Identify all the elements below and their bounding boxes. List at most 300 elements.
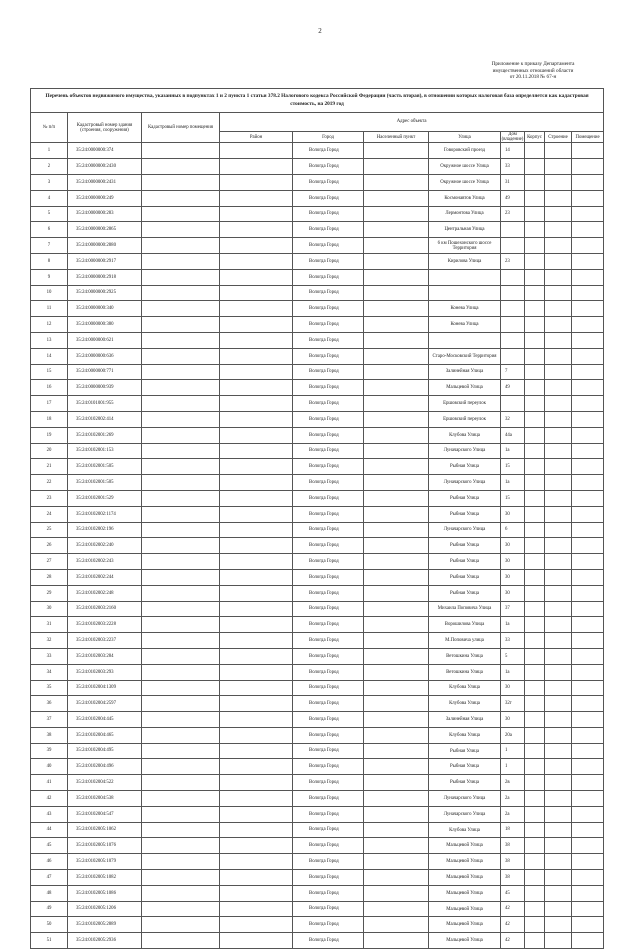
cell-city: Вологда Город xyxy=(293,870,364,886)
cell-row-number: 18 xyxy=(31,411,68,427)
cell-street: Рыбная Улица xyxy=(429,554,501,570)
cell-cadastral-number: 35:24:0102002:244 xyxy=(68,569,142,585)
cell-building xyxy=(545,727,572,743)
cell-settlement xyxy=(364,712,429,728)
cell-room-cadastral xyxy=(142,206,220,222)
cell-district xyxy=(220,822,293,838)
cell-room-no xyxy=(572,475,604,491)
cell-room-cadastral xyxy=(142,253,220,269)
cell-cadastral-number: 35:24:0000000:939 xyxy=(68,380,142,396)
cell-city: Вологда Город xyxy=(293,775,364,791)
cell-cadastral-number: 35:24:0102005:1086 xyxy=(68,885,142,901)
cell-row-number: 45 xyxy=(31,838,68,854)
table-row xyxy=(31,238,604,254)
cell-room-no xyxy=(572,159,604,175)
cell-room-no xyxy=(572,175,604,191)
cell-street: Клубова Улица xyxy=(429,727,501,743)
cell-house: 32г xyxy=(501,696,525,712)
cell-room-no xyxy=(572,459,604,475)
cell-city: Вологда Город xyxy=(293,569,364,585)
cell-district xyxy=(220,759,293,775)
cell-corpus xyxy=(525,901,545,917)
table-row xyxy=(31,475,604,491)
cell-district xyxy=(220,838,293,854)
cell-district xyxy=(220,475,293,491)
cell-room-cadastral xyxy=(142,348,220,364)
cell-street: Ершовский переулок xyxy=(429,396,501,412)
cell-city: Вологда Город xyxy=(293,838,364,854)
table-row xyxy=(31,791,604,807)
cell-corpus xyxy=(525,933,545,949)
cell-corpus xyxy=(525,822,545,838)
cell-city: Вологда Город xyxy=(293,901,364,917)
cell-row-number: 11 xyxy=(31,301,68,317)
cell-corpus xyxy=(525,664,545,680)
cell-row-number: 30 xyxy=(31,601,68,617)
cell-room-cadastral xyxy=(142,680,220,696)
cell-room-cadastral xyxy=(142,538,220,554)
cell-city: Вологда Город xyxy=(293,459,364,475)
cell-settlement xyxy=(364,380,429,396)
cell-settlement xyxy=(364,396,429,412)
cell-row-number: 22 xyxy=(31,475,68,491)
cell-building xyxy=(545,427,572,443)
cell-city: Вологда Город xyxy=(293,332,364,348)
cell-city: Вологда Город xyxy=(293,743,364,759)
cell-house xyxy=(501,332,525,348)
cell-house xyxy=(501,238,525,254)
cell-cadastral-number: 35:24:0102004:445 xyxy=(68,712,142,728)
cell-row-number: 13 xyxy=(31,332,68,348)
cell-settlement xyxy=(364,585,429,601)
cell-city: Вологда Город xyxy=(293,175,364,191)
cell-building xyxy=(545,411,572,427)
cell-district xyxy=(220,664,293,680)
cell-room-cadastral xyxy=(142,411,220,427)
cell-cadastral-number: 35:24:0102002:1174 xyxy=(68,506,142,522)
cell-district xyxy=(220,506,293,522)
cell-room-no xyxy=(572,885,604,901)
cell-district xyxy=(220,411,293,427)
cell-city: Вологда Город xyxy=(293,269,364,285)
cell-building xyxy=(545,759,572,775)
table-row xyxy=(31,554,604,570)
cell-street: Луначарского Улица xyxy=(429,475,501,491)
cell-building xyxy=(545,175,572,191)
cell-settlement xyxy=(364,317,429,333)
cell-cadastral-number: 35:24:0102005:1076 xyxy=(68,838,142,854)
cell-city: Вологда Город xyxy=(293,538,364,554)
cell-cadastral-number: 35:24:0102002:240 xyxy=(68,538,142,554)
cell-street xyxy=(429,269,501,285)
cell-settlement xyxy=(364,506,429,522)
cell-house: 38 xyxy=(501,870,525,886)
cell-settlement xyxy=(364,253,429,269)
cell-settlement xyxy=(364,348,429,364)
cell-room-no xyxy=(572,332,604,348)
cell-building xyxy=(545,569,572,585)
cell-district xyxy=(220,585,293,601)
cell-settlement xyxy=(364,854,429,870)
cell-room-no xyxy=(572,285,604,301)
table-row xyxy=(31,222,604,238)
cell-settlement xyxy=(364,206,429,222)
cell-city: Вологда Город xyxy=(293,633,364,649)
table-row xyxy=(31,332,604,348)
cell-settlement xyxy=(364,522,429,538)
cell-city: Вологда Город xyxy=(293,696,364,712)
cell-settlement xyxy=(364,332,429,348)
cell-building xyxy=(545,554,572,570)
cell-cadastral-number: 35:24:0102004:1309 xyxy=(68,680,142,696)
cell-street: Луначарского Улица xyxy=(429,791,501,807)
header-cadastral-room: Кадастровый номер помещения xyxy=(142,113,220,143)
cell-house: 42 xyxy=(501,917,525,933)
cell-corpus xyxy=(525,743,545,759)
cell-building xyxy=(545,269,572,285)
cell-room-cadastral xyxy=(142,648,220,664)
cell-room-no xyxy=(572,222,604,238)
cell-corpus xyxy=(525,206,545,222)
cell-building xyxy=(545,585,572,601)
cell-corpus xyxy=(525,917,545,933)
cell-district xyxy=(220,380,293,396)
table-row xyxy=(31,301,604,317)
cell-row-number: 29 xyxy=(31,585,68,601)
cell-room-no xyxy=(572,822,604,838)
cell-room-no xyxy=(572,838,604,854)
cell-city: Вологда Город xyxy=(293,411,364,427)
cell-row-number: 47 xyxy=(31,870,68,886)
cell-district xyxy=(220,727,293,743)
cell-district xyxy=(220,680,293,696)
cell-street: Космонавтов Улица xyxy=(429,190,501,206)
table-row xyxy=(31,775,604,791)
cell-row-number: 44 xyxy=(31,822,68,838)
cell-house: 30 xyxy=(501,506,525,522)
cell-city: Вологда Город xyxy=(293,380,364,396)
cell-room-no xyxy=(572,727,604,743)
cell-cadastral-number: 35:24:0102004:547 xyxy=(68,806,142,822)
cell-building xyxy=(545,222,572,238)
cell-settlement xyxy=(364,222,429,238)
cell-cadastral-number: 35:24:0102004:465 xyxy=(68,727,142,743)
table-row xyxy=(31,190,604,206)
cell-house: 33 xyxy=(501,159,525,175)
cell-room-no xyxy=(572,443,604,459)
cell-room-cadastral xyxy=(142,317,220,333)
cell-street: Кирилова Улица xyxy=(429,253,501,269)
cell-cadastral-number: 35:24:0102002:196 xyxy=(68,522,142,538)
cell-room-cadastral xyxy=(142,870,220,886)
cell-settlement xyxy=(364,143,429,159)
cell-room-cadastral xyxy=(142,506,220,522)
cell-row-number: 23 xyxy=(31,490,68,506)
cell-cadastral-number: 35:24:0000000:283 xyxy=(68,206,142,222)
header-building: Строение xyxy=(545,132,572,143)
cell-house xyxy=(501,348,525,364)
cell-cadastral-number: 35:24:0102005:1079 xyxy=(68,854,142,870)
cell-row-number: 2 xyxy=(31,159,68,175)
cell-district xyxy=(220,617,293,633)
cell-settlement xyxy=(364,870,429,886)
cell-building xyxy=(545,506,572,522)
cell-row-number: 48 xyxy=(31,885,68,901)
cell-building xyxy=(545,838,572,854)
cell-district xyxy=(220,175,293,191)
cell-house: 49 xyxy=(501,190,525,206)
cell-street: Луначарского Улица xyxy=(429,522,501,538)
cell-cadastral-number: 35:24:0000000:2925 xyxy=(68,285,142,301)
cell-house: 30 xyxy=(501,554,525,570)
cell-building xyxy=(545,348,572,364)
cell-row-number: 24 xyxy=(31,506,68,522)
cell-cadastral-number: 35:24:0000000:636 xyxy=(68,348,142,364)
table-row xyxy=(31,743,604,759)
cell-cadastral-number: 35:24:0000000:2917 xyxy=(68,253,142,269)
cell-cadastral-number: 35:24:0000000:2865 xyxy=(68,222,142,238)
document-title: Перечень объектов недвижимого имущества, указанных в подпунктах 1 и 2 пункта 1 статьи 378.2 Налогового кодекса Российской Федерации (часть вторая), в отношении которых налоговая база определяется как кадастровая стоимость, на 2019 год xyxy=(31,89,604,113)
cell-row-number: 46 xyxy=(31,854,68,870)
cell-city: Вологда Город xyxy=(293,475,364,491)
cell-house: 49 xyxy=(501,380,525,396)
cell-cadastral-number: 35:24:0102003:293 xyxy=(68,664,142,680)
cell-settlement xyxy=(364,633,429,649)
cell-building xyxy=(545,443,572,459)
cell-corpus xyxy=(525,633,545,649)
cell-city: Вологда Город xyxy=(293,601,364,617)
cell-settlement xyxy=(364,648,429,664)
cell-room-cadastral xyxy=(142,838,220,854)
cell-street: Центральная Улица xyxy=(429,222,501,238)
cell-district xyxy=(220,143,293,159)
cell-row-number: 37 xyxy=(31,712,68,728)
cell-settlement xyxy=(364,159,429,175)
cell-city: Вологда Город xyxy=(293,617,364,633)
cell-row-number: 21 xyxy=(31,459,68,475)
cell-cadastral-number: 35:24:0102005:1082 xyxy=(68,870,142,886)
cell-house: 7 xyxy=(501,364,525,380)
cell-corpus xyxy=(525,143,545,159)
cell-building xyxy=(545,459,572,475)
cell-city: Вологда Город xyxy=(293,854,364,870)
cell-room-cadastral xyxy=(142,475,220,491)
cell-room-cadastral xyxy=(142,664,220,680)
cell-cadastral-number: 35:24:0000000:374 xyxy=(68,143,142,159)
cell-room-cadastral xyxy=(142,554,220,570)
cell-city: Вологда Город xyxy=(293,490,364,506)
cell-settlement xyxy=(364,301,429,317)
table-row xyxy=(31,885,604,901)
cell-street: Мальцевой Улица xyxy=(429,901,501,917)
cell-settlement xyxy=(364,569,429,585)
cell-cadastral-number: 35:24:0102001:505 xyxy=(68,475,142,491)
cell-building xyxy=(545,680,572,696)
cell-row-number: 28 xyxy=(31,569,68,585)
cell-cadastral-number: 35:24:0000000:380 xyxy=(68,317,142,333)
cell-corpus xyxy=(525,396,545,412)
cell-corpus xyxy=(525,538,545,554)
cell-city: Вологда Город xyxy=(293,791,364,807)
cell-room-no xyxy=(572,238,604,254)
cell-cadastral-number: 35:24:0102005:1062 xyxy=(68,822,142,838)
cell-city: Вологда Город xyxy=(293,759,364,775)
cell-room-cadastral xyxy=(142,822,220,838)
cell-corpus xyxy=(525,348,545,364)
table-row xyxy=(31,538,604,554)
cell-room-no xyxy=(572,253,604,269)
cell-building xyxy=(545,238,572,254)
cell-room-no xyxy=(572,585,604,601)
cell-settlement xyxy=(364,554,429,570)
cell-settlement xyxy=(364,459,429,475)
cell-corpus xyxy=(525,791,545,807)
table-row xyxy=(31,680,604,696)
cell-cadastral-number: 35:24:0102001:153 xyxy=(68,443,142,459)
cell-city: Вологда Город xyxy=(293,190,364,206)
cell-street: Рыбная Улица xyxy=(429,585,501,601)
cell-room-no xyxy=(572,348,604,364)
cell-city: Вологда Город xyxy=(293,522,364,538)
cell-row-number: 42 xyxy=(31,791,68,807)
cell-settlement xyxy=(364,538,429,554)
cell-corpus xyxy=(525,680,545,696)
cell-corpus xyxy=(525,238,545,254)
table-row xyxy=(31,933,604,949)
cell-building xyxy=(545,159,572,175)
cell-house: 15 xyxy=(501,490,525,506)
cell-cadastral-number: 35:24:0102003:2228 xyxy=(68,617,142,633)
cell-district xyxy=(220,206,293,222)
cell-row-number: 5 xyxy=(31,206,68,222)
appendix-line: Приложение к приказу Департамента xyxy=(491,61,575,67)
cell-room-no xyxy=(572,206,604,222)
cell-district xyxy=(220,332,293,348)
cell-settlement xyxy=(364,759,429,775)
table-row xyxy=(31,854,604,870)
cell-district xyxy=(220,885,293,901)
cell-district xyxy=(220,348,293,364)
cell-district xyxy=(220,775,293,791)
cell-row-number: 3 xyxy=(31,175,68,191)
cell-house: 23 xyxy=(501,206,525,222)
header-house: Дом (владение) xyxy=(501,132,524,143)
cell-corpus xyxy=(525,601,545,617)
cell-settlement xyxy=(364,443,429,459)
cell-row-number: 9 xyxy=(31,269,68,285)
cell-street: Ветошкина Улица xyxy=(429,664,501,680)
cell-city: Вологда Город xyxy=(293,206,364,222)
cell-city: Вологда Город xyxy=(293,806,364,822)
cell-corpus xyxy=(525,253,545,269)
cell-row-number: 25 xyxy=(31,522,68,538)
cell-room-no xyxy=(572,554,604,570)
cell-settlement xyxy=(364,664,429,680)
table-row xyxy=(31,522,604,538)
cell-building xyxy=(545,791,572,807)
table-row xyxy=(31,380,604,396)
cell-street: Рыбная Улица xyxy=(429,775,501,791)
cell-row-number: 36 xyxy=(31,696,68,712)
cell-room-no xyxy=(572,680,604,696)
cell-district xyxy=(220,285,293,301)
cell-house: 15 xyxy=(501,459,525,475)
cell-cadastral-number: 35:24:0102001:269 xyxy=(68,427,142,443)
cell-settlement xyxy=(364,696,429,712)
cell-settlement xyxy=(364,933,429,949)
cell-building xyxy=(545,854,572,870)
cell-street: Ершовский переулок xyxy=(429,411,501,427)
cell-room-cadastral xyxy=(142,601,220,617)
cell-street xyxy=(429,285,501,301)
cell-district xyxy=(220,569,293,585)
cell-room-cadastral xyxy=(142,222,220,238)
cell-cadastral-number: 35:24:0000000:771 xyxy=(68,364,142,380)
cell-row-number: 43 xyxy=(31,806,68,822)
cell-room-no xyxy=(572,917,604,933)
cell-cadastral-number: 35:24:0000000:2430 xyxy=(68,159,142,175)
cell-cadastral-number: 35:24:0102004:2597 xyxy=(68,696,142,712)
cell-cadastral-number: 35:24:0102004:538 xyxy=(68,791,142,807)
cell-room-no xyxy=(572,648,604,664)
cell-house: 1а xyxy=(501,443,525,459)
cell-corpus xyxy=(525,475,545,491)
cell-cadastral-number: 35:24:0000000:249 xyxy=(68,190,142,206)
cell-house xyxy=(501,222,525,238)
cell-room-cadastral xyxy=(142,427,220,443)
appendix-note xyxy=(478,61,588,81)
cell-house: 6 xyxy=(501,522,525,538)
cell-street: Мальцевой Улица xyxy=(429,854,501,870)
cell-street: Мальцевой Улица xyxy=(429,885,501,901)
cell-corpus xyxy=(525,885,545,901)
table-row xyxy=(31,175,604,191)
cell-district xyxy=(220,554,293,570)
cell-house: 1а xyxy=(501,475,525,491)
cell-district xyxy=(220,238,293,254)
cell-street: Клубова Улица xyxy=(429,822,501,838)
cell-room-cadastral xyxy=(142,380,220,396)
cell-row-number: 26 xyxy=(31,538,68,554)
cell-street: Говоровский проезд xyxy=(429,143,501,159)
cell-row-number: 1 xyxy=(31,143,68,159)
cell-settlement xyxy=(364,190,429,206)
cell-building xyxy=(545,490,572,506)
cell-room-no xyxy=(572,806,604,822)
cell-room-no xyxy=(572,143,604,159)
cell-street: Рыбная Улица xyxy=(429,459,501,475)
cell-room-no xyxy=(572,269,604,285)
cell-city: Вологда Город xyxy=(293,554,364,570)
cell-street: М.Поповича улица xyxy=(429,633,501,649)
cell-corpus xyxy=(525,727,545,743)
cell-street: Клубова Улица xyxy=(429,427,501,443)
cell-corpus xyxy=(525,759,545,775)
cell-building xyxy=(545,475,572,491)
cell-settlement xyxy=(364,727,429,743)
cell-row-number: 27 xyxy=(31,554,68,570)
cell-building xyxy=(545,775,572,791)
cell-house: 1 xyxy=(501,743,525,759)
cell-room-no xyxy=(572,190,604,206)
table-row xyxy=(31,459,604,475)
cell-settlement xyxy=(364,743,429,759)
cell-street: Клубова Улица xyxy=(429,696,501,712)
cell-city: Вологда Город xyxy=(293,712,364,728)
cell-room-cadastral xyxy=(142,190,220,206)
cell-corpus xyxy=(525,696,545,712)
cell-room-cadastral xyxy=(142,459,220,475)
